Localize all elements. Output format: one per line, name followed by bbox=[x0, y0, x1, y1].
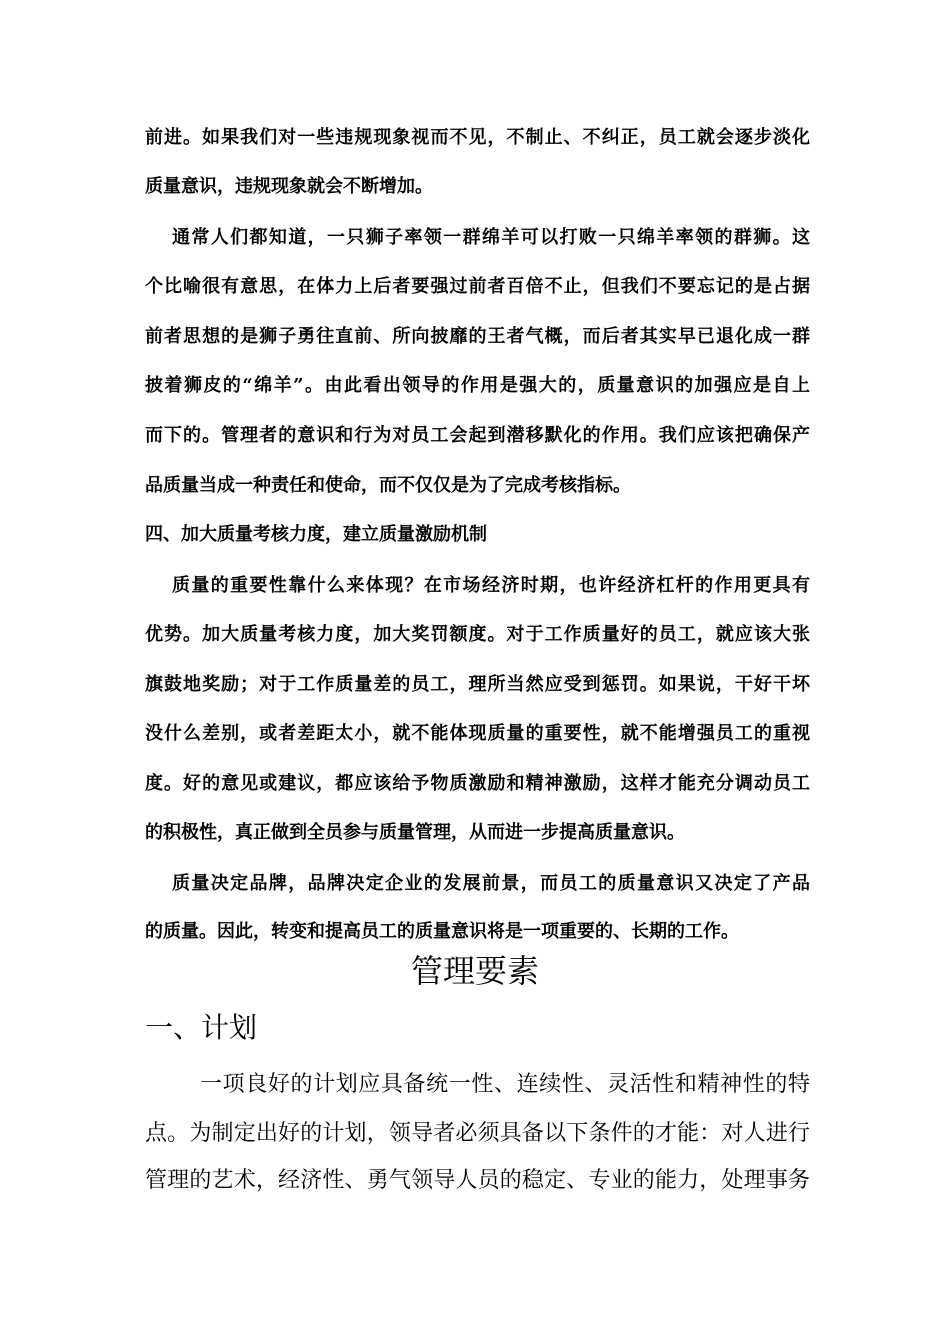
paragraph-line: 质量意识，违规现象就会不断增加。 bbox=[145, 176, 433, 197]
subsection-heading: 四、加大质量考核力度，建立质量激励机制 bbox=[145, 524, 487, 545]
paragraph-line: 度。好的意见或建议，都应该给予物质激励和精神激励，这样才能充分调动员工 bbox=[145, 773, 810, 794]
paragraph-line: 没什么差别，或者差距太小，就不能体现质量的重要性，就不能增强员工的重视 bbox=[145, 723, 810, 744]
paragraph-line: 披着狮皮的“绵羊”。由此看出领导的作用是强大的，质量意识的加强应是自上 bbox=[145, 375, 810, 396]
paragraph-line: 通常人们都知道，一只狮子率领一群绵羊可以打败一只绵羊率领的群狮。这 bbox=[172, 227, 810, 248]
paragraph-line: 点。为制定出好的计划，领导者必须具备以下条件的才能：对人进行 bbox=[145, 1121, 810, 1146]
paragraph-line: 的积极性，真正做到全员参与质量管理，从而进一步提高质量意识。 bbox=[145, 822, 685, 843]
paragraph-line: 管理的艺术，经济性、勇气领导人员的稳定、专业的能力，处理事务 bbox=[145, 1168, 810, 1193]
paragraph-line: 而下的。管理者的意识和行为对员工会起到潜移默化的作用。我们应该把确保产 bbox=[145, 425, 810, 446]
document-title: 管理要素 bbox=[410, 952, 539, 990]
section-heading: 一、计划 bbox=[145, 1011, 258, 1044]
paragraph-line: 的质量。因此，转变和提高员工的质量意识将是一项重要的、长期的工作。 bbox=[145, 921, 739, 942]
paragraph-line: 前进。如果我们对一些违规现象视而不见，不制止、不纠正，员工就会逐步淡化 bbox=[145, 127, 810, 148]
paragraph-line: 前者思想的是狮子勇往直前、所向披靡的王者气概，而后者其实早已退化成一群 bbox=[145, 326, 810, 347]
paragraph-line: 优势。加大质量考核力度，加大奖罚额度。对于工作质量好的员工，就应该大张 bbox=[145, 624, 810, 645]
paragraph-line: 个比喻很有意思，在体力上后者要强过前者百倍不止，但我们不要忘记的是占据 bbox=[145, 276, 810, 297]
paragraph-line: 一项良好的计划应具备统一性、连续性、灵活性和精神性的特 bbox=[200, 1072, 810, 1097]
paragraph-line: 质量的重要性靠什么来体现？在市场经济时期，也许经济杠杆的作用更具有 bbox=[172, 575, 810, 596]
paragraph-line: 旗鼓地奖励；对于工作质量差的员工，理所当然应受到惩罚。如果说，干好干坏 bbox=[145, 674, 810, 695]
paragraph-line: 质量决定品牌，品牌决定企业的发展前景，而员工的质量意识又决定了产品 bbox=[172, 873, 810, 894]
paragraph-line: 品质量当成一种责任和使命，而不仅仅是为了完成考核指标。 bbox=[145, 475, 631, 496]
